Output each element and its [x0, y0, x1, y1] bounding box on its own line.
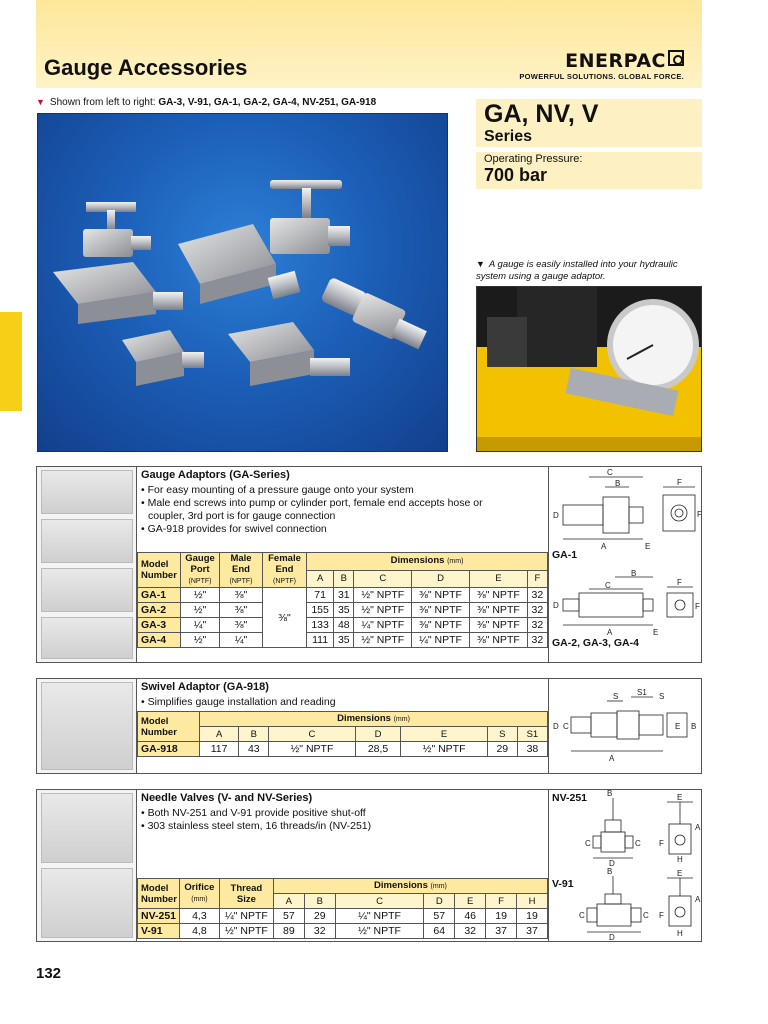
- triangle-down-icon: ▼: [36, 97, 45, 107]
- cell: 32: [527, 633, 547, 648]
- dim-header: B: [334, 570, 354, 588]
- cell: ½" NPTF: [335, 924, 424, 939]
- dim-header: F: [527, 570, 547, 588]
- cell: 32: [527, 588, 547, 603]
- cell: ¼" NPTF: [335, 909, 424, 924]
- cell: 111: [307, 633, 334, 648]
- bullet: • Male end screws into pump or cylinder port, female end accepts hose or: [141, 497, 483, 509]
- svg-text:F: F: [697, 510, 702, 519]
- cell: ¼" NPTF: [354, 618, 412, 633]
- col-thread-size: Thread Size: [219, 879, 273, 909]
- cell: 155: [307, 603, 334, 618]
- col-dimensions: Dimensions (mm): [273, 879, 547, 894]
- cell: 71: [307, 588, 334, 603]
- valve-nv251-image: [270, 180, 350, 254]
- cell: 37: [517, 924, 548, 939]
- cell: 48: [334, 618, 354, 633]
- cell: 38: [517, 742, 547, 757]
- cell: ⅜": [220, 603, 263, 618]
- pump-caption: [476, 258, 702, 283]
- dim-header: D: [412, 570, 470, 588]
- pump-caption-text: A gauge is easily installed into your hydraulic system using a gauge adaptor.: [476, 259, 678, 282]
- svg-text:S: S: [613, 692, 619, 701]
- table-row: [138, 924, 548, 939]
- svg-text:C: C: [579, 911, 585, 920]
- cell: ¼": [220, 633, 263, 648]
- brand-logo: [519, 50, 684, 81]
- cell: ⅜" NPTF: [412, 618, 470, 633]
- svg-text:A: A: [607, 628, 613, 637]
- svg-text:D: D: [609, 859, 615, 868]
- svg-text:B: B: [615, 479, 621, 488]
- cell: ⅜" NPTF: [412, 588, 470, 603]
- cell: 46: [455, 909, 486, 924]
- gauge-adaptors-title: Gauge Adaptors (GA-Series): [141, 469, 290, 481]
- dim-header: F: [486, 894, 517, 909]
- header-band: [36, 0, 702, 88]
- svg-text:C: C: [607, 468, 613, 477]
- dim-header: B: [239, 727, 269, 742]
- svg-text:B: B: [631, 569, 637, 578]
- side-tab-marker: [0, 312, 22, 411]
- cell: 32: [527, 618, 547, 633]
- cell: 64: [424, 924, 455, 939]
- dim-header: C: [354, 570, 412, 588]
- svg-text:E: E: [645, 542, 651, 551]
- svg-text:E: E: [653, 628, 659, 637]
- cell: 43: [239, 742, 269, 757]
- thumb-ga2: [41, 519, 133, 563]
- dim-header: H: [517, 894, 548, 909]
- cell: 29: [304, 909, 335, 924]
- cell: ½" NPTF: [269, 742, 355, 757]
- cell: 57: [424, 909, 455, 924]
- col-female-end: Female End (NPTF): [263, 553, 307, 588]
- cell: ⅜" NPTF: [469, 618, 527, 633]
- bullet: • Simplifies gauge installation and reading: [141, 696, 336, 708]
- diagram-label-ga1: GA-1: [552, 549, 578, 561]
- svg-text:A: A: [609, 754, 615, 763]
- swivel-adaptor-section: [36, 678, 702, 774]
- dim-header: C: [335, 894, 424, 909]
- cell: 32: [304, 924, 335, 939]
- dim-header: D: [424, 894, 455, 909]
- cell: ½": [181, 603, 220, 618]
- table-row: [138, 588, 548, 603]
- model-cell: NV-251: [138, 909, 180, 924]
- cell: 35: [334, 603, 354, 618]
- svg-text:H: H: [677, 855, 683, 864]
- needle-valve-drawing: [549, 790, 703, 941]
- svg-text:C: C: [643, 911, 649, 920]
- svg-text:C: C: [563, 722, 569, 731]
- gauge-adaptors-table: [137, 552, 548, 648]
- dim-header: S: [487, 727, 517, 742]
- dim-header: B: [304, 894, 335, 909]
- cell: 4,3: [179, 909, 219, 924]
- cell: ¼": [181, 618, 220, 633]
- swivel-adaptor-table: [137, 711, 548, 757]
- cell: ½" NPTF: [354, 588, 412, 603]
- model-cell: GA-1: [138, 588, 181, 603]
- model-cell: GA-2: [138, 603, 181, 618]
- svg-text:B: B: [607, 867, 613, 876]
- col-gauge-port: Gauge Port (NPTF): [181, 553, 220, 588]
- cell: 32: [455, 924, 486, 939]
- cell: ⅜" NPTF: [412, 603, 470, 618]
- model-cell: GA-4: [138, 633, 181, 648]
- svg-text:D: D: [553, 511, 559, 520]
- pump-gauge-photo: [476, 286, 702, 452]
- product-photo: [37, 113, 448, 452]
- table-row: [138, 603, 548, 618]
- cell: ⅜" NPTF: [469, 633, 527, 648]
- svg-text:E: E: [677, 869, 683, 878]
- photo-caption: [36, 97, 376, 108]
- table-row: [138, 618, 548, 633]
- cell: ⅜" NPTF: [469, 588, 527, 603]
- svg-text:A: A: [601, 542, 607, 551]
- gauge-adaptors-thumbnails: [37, 467, 137, 662]
- thumb-ga3: [41, 568, 133, 612]
- svg-text:D: D: [553, 722, 559, 731]
- cell: ½": [181, 588, 220, 603]
- dim-header: E: [401, 727, 487, 742]
- cell: 133: [307, 618, 334, 633]
- bullet: coupler, 3rd port is for gauge connection: [148, 510, 336, 522]
- cell: ¼" NPTF: [412, 633, 470, 648]
- col-dimensions: Dimensions (mm): [307, 553, 548, 571]
- needle-valves-section: [36, 789, 702, 942]
- svg-text:B: B: [607, 790, 613, 798]
- needle-valves-thumbnails: [37, 790, 137, 941]
- col-orifice: Orifice (mm): [179, 879, 219, 909]
- page-title: Gauge Accessories: [44, 55, 248, 80]
- col-model: Model Number: [138, 879, 180, 909]
- series-subtitle: Series: [484, 128, 533, 145]
- cell: ½" NPTF: [354, 603, 412, 618]
- cell: ⅜": [220, 618, 263, 633]
- bullet: • GA-918 provides for swivel connection: [141, 523, 327, 535]
- brand-mark-icon: [668, 50, 684, 66]
- thumb-ga1: [41, 470, 133, 514]
- diagram-label-nv251: NV-251: [552, 792, 588, 804]
- cell: 37: [486, 924, 517, 939]
- thumb-nv251: [41, 793, 133, 863]
- cell: ½": [181, 633, 220, 648]
- dim-header: A: [307, 570, 334, 588]
- svg-text:C: C: [585, 839, 591, 848]
- photo-caption-prefix: Shown from left to right:: [49, 97, 159, 108]
- gauge-adaptors-bullets: [141, 484, 483, 536]
- pressure-box: [476, 152, 702, 189]
- needle-valve-diagrams: [548, 790, 702, 941]
- table-row: [138, 742, 548, 757]
- table-row: [138, 633, 548, 648]
- thumb-v91: [41, 868, 133, 938]
- needle-valves-table: [137, 878, 548, 939]
- svg-text:H: H: [677, 929, 683, 938]
- col-male-end: Male End (NPTF): [220, 553, 263, 588]
- dim-header: D: [355, 727, 401, 742]
- cell: 31: [334, 588, 354, 603]
- svg-text:D: D: [553, 601, 559, 610]
- cell: ½" NPTF: [354, 633, 412, 648]
- cell: 19: [517, 909, 548, 924]
- svg-text:B: B: [691, 722, 697, 731]
- thumb-ga4: [41, 617, 133, 659]
- col-model: Model Number: [138, 553, 181, 588]
- ga918-drawing: [549, 679, 703, 773]
- pressure-value: 700 bar: [484, 165, 548, 185]
- bullet: • For easy mounting of a pressure gauge onto your system: [141, 484, 414, 496]
- adaptor-ga4-image: [228, 322, 350, 386]
- valve-v91-image: [83, 202, 151, 257]
- table-row: [138, 909, 548, 924]
- swivel-adaptor-title: Swivel Adaptor (GA-918): [141, 681, 269, 693]
- swivel-adaptor-bullets: [141, 696, 336, 709]
- gauge-adaptors-section: [36, 466, 702, 663]
- dim-header: A: [273, 894, 304, 909]
- ga1-drawing: [549, 467, 703, 662]
- bullet: • Both NV-251 and V-91 provide positive shut-off: [141, 807, 366, 819]
- cell: ½" NPTF: [401, 742, 487, 757]
- diagram-label-v91: V-91: [552, 878, 574, 890]
- cell: ⅜" NPTF: [469, 603, 527, 618]
- svg-text:F: F: [677, 478, 682, 487]
- svg-text:F: F: [659, 839, 664, 848]
- dim-header: A: [200, 727, 239, 742]
- cell: 19: [486, 909, 517, 924]
- cell: 4,8: [179, 924, 219, 939]
- cell: 28,5: [355, 742, 401, 757]
- cell: 35: [334, 633, 354, 648]
- svg-text:A: A: [695, 895, 701, 904]
- adaptor-ga1-image: [53, 262, 183, 324]
- brand-tagline: POWERFUL SOLUTIONS. GLOBAL FORCE.: [519, 72, 684, 81]
- cell: 57: [273, 909, 304, 924]
- svg-text:E: E: [675, 722, 681, 731]
- svg-text:D: D: [609, 933, 615, 941]
- series-title: GA, NV, V: [484, 100, 599, 128]
- col-dimensions: Dimensions (mm): [200, 712, 548, 727]
- model-cell: GA-918: [138, 742, 200, 757]
- diagram-label-ga234: GA-2, GA-3, GA-4: [552, 637, 639, 649]
- cell: 29: [487, 742, 517, 757]
- swivel-thumbnail-area: [37, 679, 137, 773]
- adaptor-ga3-image: [122, 330, 204, 386]
- brand-name: ENERPAC: [565, 50, 666, 72]
- svg-text:F: F: [677, 578, 682, 587]
- adaptor-ga918-image: [320, 277, 426, 350]
- dim-header: E: [469, 570, 527, 588]
- model-cell: GA-3: [138, 618, 181, 633]
- dim-header: E: [455, 894, 486, 909]
- bullet: • 303 stainless steel stem, 16 threads/in (NV-251): [141, 820, 372, 832]
- svg-text:E: E: [677, 793, 683, 802]
- cell: ½" NPTF: [219, 924, 273, 939]
- svg-text:F: F: [695, 602, 700, 611]
- cell: 32: [527, 603, 547, 618]
- swivel-diagram: [548, 679, 702, 773]
- svg-text:S1: S1: [637, 688, 647, 697]
- cell: ⅜": [220, 588, 263, 603]
- svg-text:A: A: [695, 823, 701, 832]
- gauge-adaptor-diagrams: [548, 467, 702, 662]
- thumb-ga918: [41, 682, 133, 770]
- photo-caption-items: GA-3, V-91, GA-1, GA-2, GA-4, NV-251, GA-918: [158, 97, 377, 108]
- svg-text:S: S: [659, 692, 665, 701]
- female-end-cell: ⅜": [263, 588, 307, 648]
- cell: 89: [273, 924, 304, 939]
- triangle-down-icon: ▼: [476, 259, 485, 269]
- series-box: [476, 99, 702, 147]
- col-model: Model Number: [138, 712, 200, 742]
- dim-header: S1: [517, 727, 547, 742]
- needle-valves-bullets: [141, 807, 371, 833]
- cell: ¼" NPTF: [219, 909, 273, 924]
- dim-header: C: [269, 727, 355, 742]
- cell: 117: [200, 742, 239, 757]
- svg-text:C: C: [635, 839, 641, 848]
- svg-text:C: C: [605, 581, 611, 590]
- svg-text:F: F: [659, 911, 664, 920]
- model-cell: V-91: [138, 924, 180, 939]
- needle-valves-title: Needle Valves (V- and NV-Series): [141, 792, 313, 804]
- pressure-label: Operating Pressure:: [484, 153, 583, 165]
- page-number: 132: [36, 965, 62, 982]
